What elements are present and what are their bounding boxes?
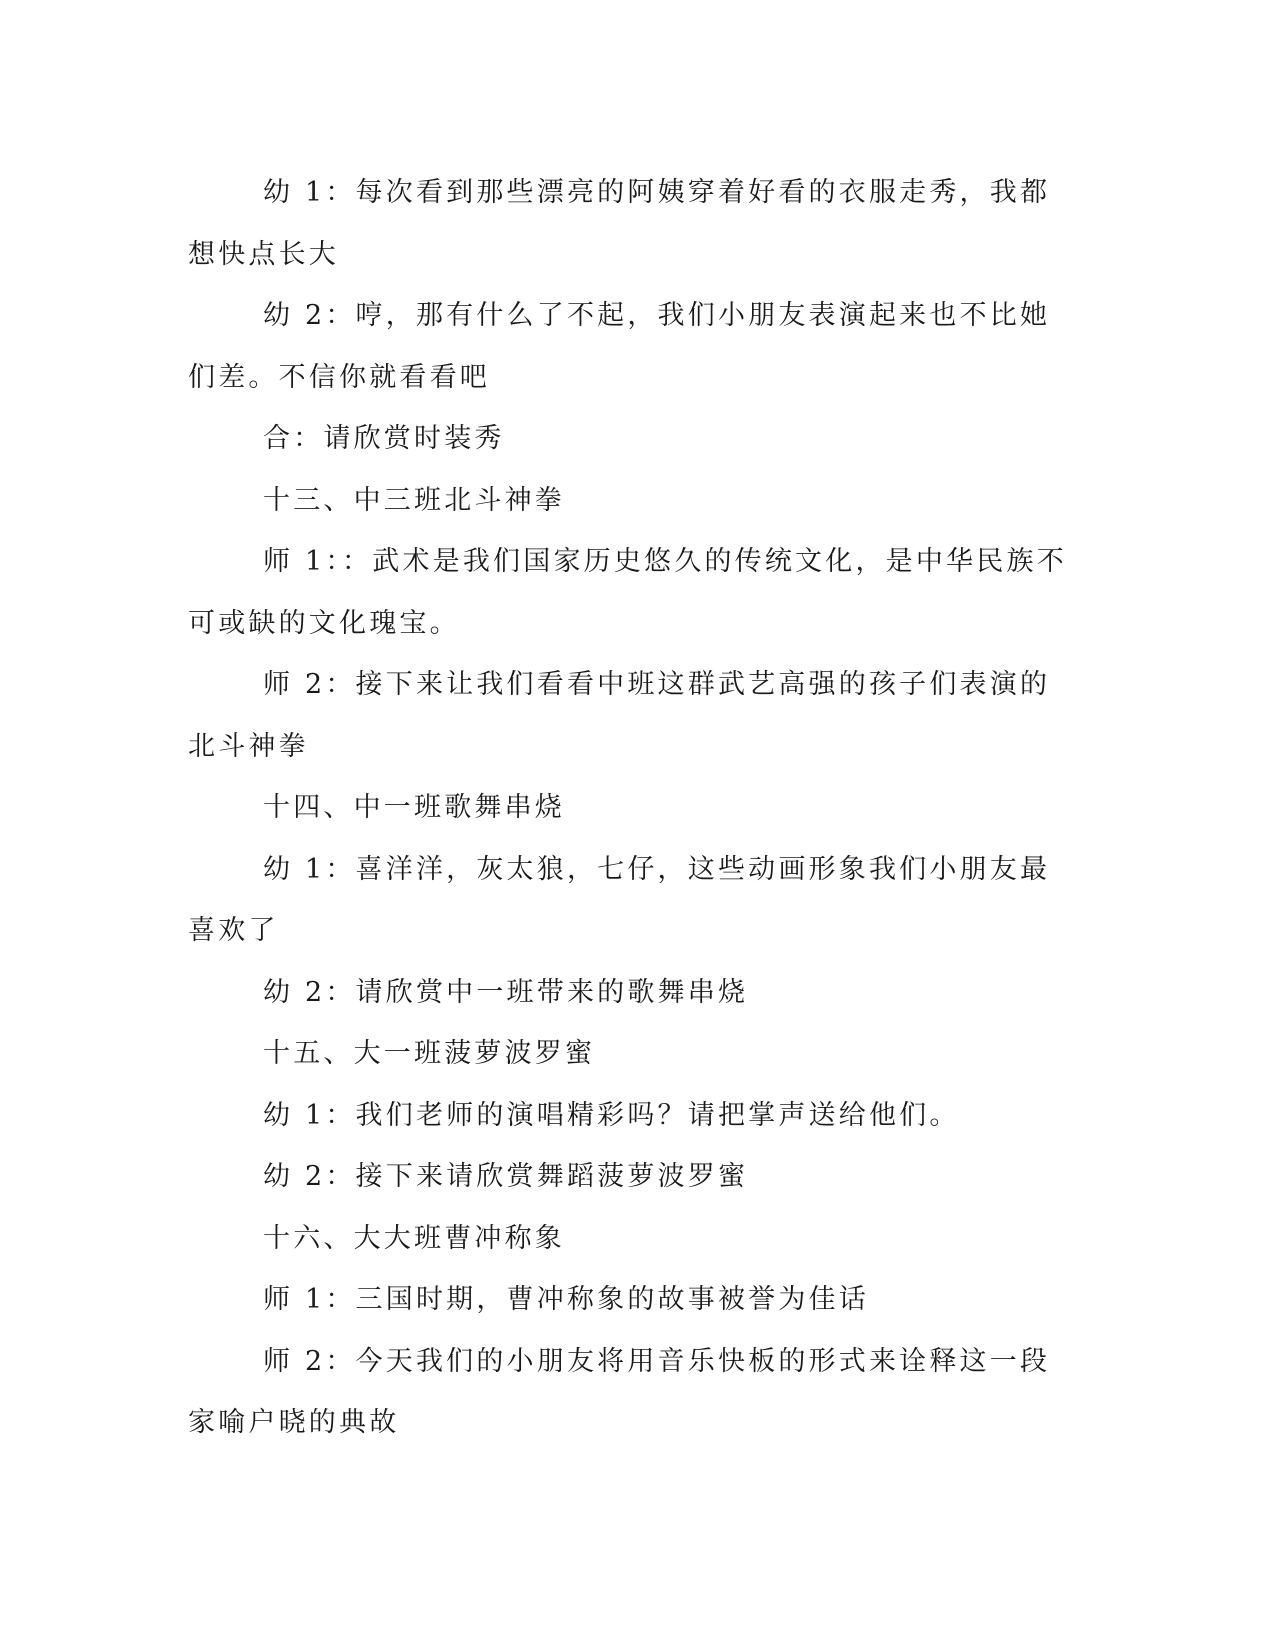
section-heading: 十六、大大班曹冲称象 bbox=[263, 1222, 565, 1254]
section-heading: 十三、中三班北斗神拳 bbox=[263, 484, 565, 516]
document-body bbox=[188, 162, 1068, 1454]
section-heading: 十四、中一班歌舞串烧 bbox=[263, 792, 565, 823]
paragraph: 幼 2：哼，那有什么了不起，我们小朋友表演起来也不比她们差。不信你就看看吧 bbox=[188, 300, 1051, 393]
paragraph: 幼 2：接下来请欣赏舞蹈菠萝波罗蜜 bbox=[263, 1161, 749, 1192]
paragraph: 师 1：：武术是我们国家历史悠久的传统文化，是中华民族不可或缺的文化瑰宝。 bbox=[188, 546, 1067, 639]
paragraph: 幼 1：每次看到那些漂亮的阿姨穿着好看的衣服走秀，我都想快点长大 bbox=[188, 177, 1051, 270]
section-heading: 十五、大一班菠萝波罗蜜 bbox=[263, 1038, 596, 1069]
paragraph: 合：请欣赏时装秀 bbox=[263, 423, 505, 454]
paragraph: 幼 1：我们老师的演唱精彩吗？请把掌声送给他们。 bbox=[263, 1099, 960, 1131]
paragraph: 幼 2：请欣赏中一班带来的歌舞串烧 bbox=[263, 976, 749, 1008]
paragraph: 师 1：三国时期，曹冲称象的故事被誉为佳话 bbox=[263, 1284, 869, 1315]
paragraph: 幼 1：喜洋洋，灰太狼，七仔，这些动画形象我们小朋友最喜欢了 bbox=[188, 853, 1051, 946]
paragraph: 师 2：接下来让我们看看中班这群武艺高强的孩子们表演的北斗神拳 bbox=[188, 669, 1051, 762]
paragraph: 师 2：今天我们的小朋友将用音乐快板的形式来诠释这一段家喻户晓的典故 bbox=[188, 1345, 1051, 1438]
